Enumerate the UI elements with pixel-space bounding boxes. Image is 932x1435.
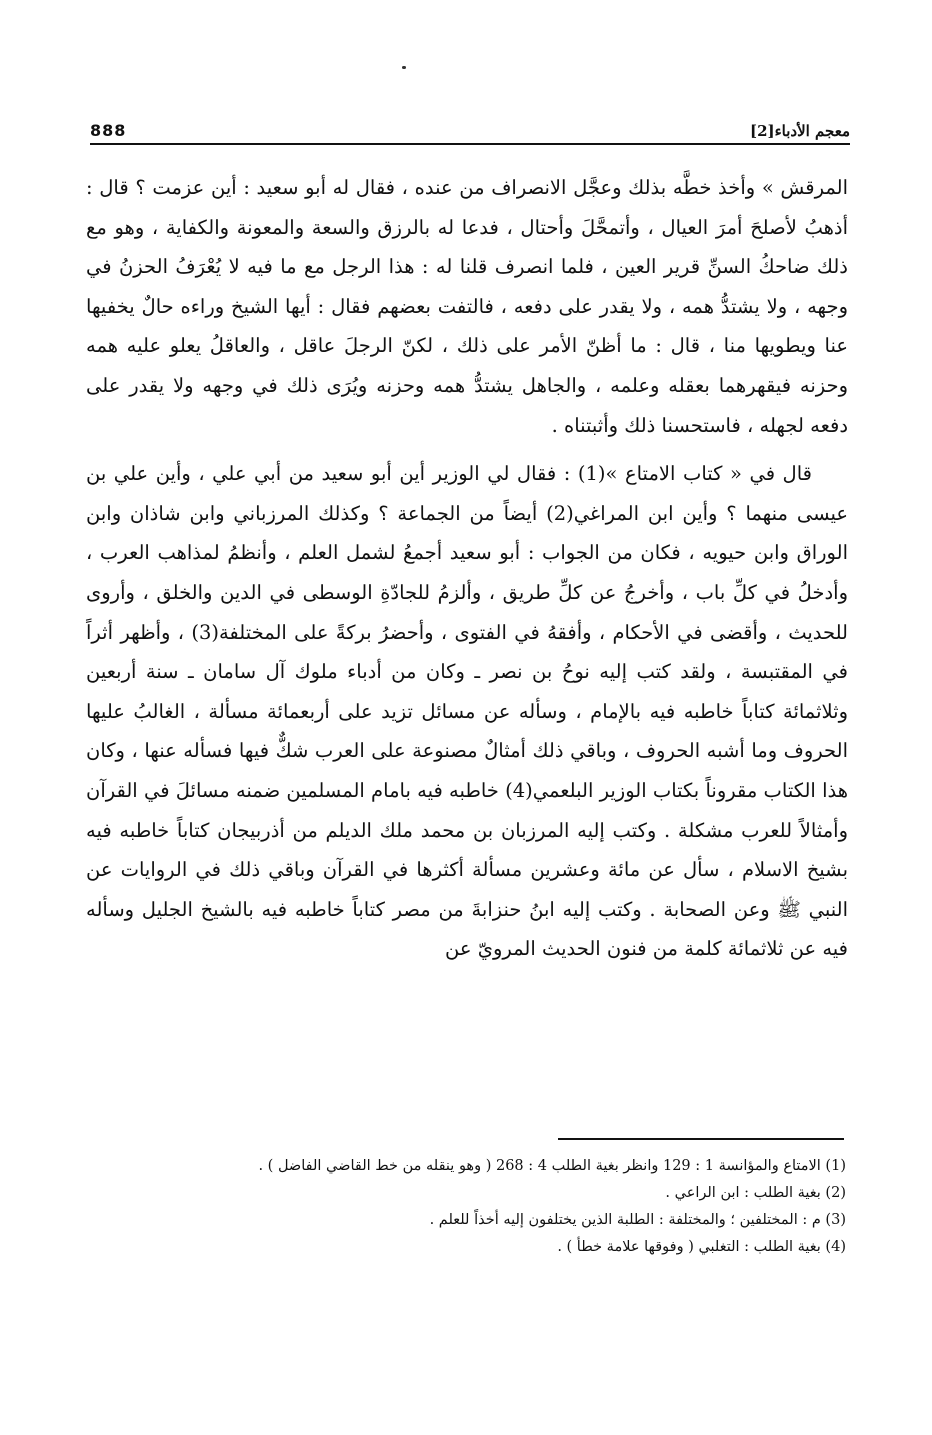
- scan-speck: [402, 66, 406, 69]
- running-head: معجم الأدباء[2]: [749, 122, 850, 140]
- footnote-separator: [558, 1138, 844, 1140]
- main-text: [86, 168, 848, 969]
- paragraph: قال في « كتاب الامتاع »(1) : فقال لي الوزير أين أبو سعيد من أبي علي ، وأين علي بن عيسى منهما ؟ وأين ابن المراغي(2) أيضاً من الجماعة ؟ وكذلك المرزباني وابن شاذان وابن الوراق وابن حيويه ، فكان من الجواب : أبو سعيد أجمعُ لشمل العلم ، وأنظمُ لمذاهب العرب ، وأدخلُ في كلِّ باب ، وأخرجُ عن كلِّ طريق ، وألزمُ للجادّةِ الوسطى في الدين والخلق ، وأروى للحديث ، وأقضى في الأحكام ، وأفقهُ في الفتوى ، وأحضرُ بركةً على المختلفة(3) ، وأظهر أثراً في المقتبسة ، ولقد كتب إليه نوحُ بن نصر ـ وكان من أدباء ملوك آل سامان ـ سنة أربعين وثلاثمائة كتاباً خاطبه فيه بالإمام ، وسأله عن مسائل تزيد على أربعمائة مسألة ، الغالبُ عليها الحروف وما أشبه الحروف ، وباقي ذلك أمثالٌ مصنوعة على العرب شكٌّ فيها فسأله عنها ، وكان هذا الكتاب مقروناً بكتاب الوزير البلعمي(4) خاطبه فيه بامام المسلمين ضمنه مسائلَ في القرآن وأمثالاً للعرب مشكلة . وكتب إليه المرزبان بن محمد ملك الديلم من أذربيجان كتاباً خاطبه فيه بشيخ الاسلام ، سأل عن مائة وعشرين مسألة أكثرها في القرآن وباقي ذلك في الروايات عن النبي ﷺ وعن الصحابة . وكتب إليه ابنُ حنزابةَ من مصر كتاباً خاطبه فيه بالشيخ الجليل وسأله فيه عن ثلاثمائة كلمة من فنون الحديث المرويّ عن: [86, 462, 849, 961]
- footnotes: [120, 1153, 846, 1261]
- page-number: 888: [90, 121, 127, 140]
- footnote-4: (4) بغية الطلب : التغلبي ( وفوقها علامة خطأ ) .: [557, 1239, 846, 1255]
- footnote-3: (3) م : المختلفين ؛ والمختلفة : الطلبة الذين يختلفون إليه أخذاً للعلم .: [429, 1212, 846, 1228]
- paragraph: المرقش » وأخذ خطَّه بذلك وعجَّل الانصراف من عنده ، فقال له أبو سعيد : أين عزمت ؟ قال : أذهبُ لأصلحَ أمرَ العيال ، وأتمحَّلَ وأحتال ، فدعا له بالرزق والسعة والمعونة والكفاية ، وهو مع ذلك ضاحكُ السنِّ قرير العين ، فلما انصرف قلنا له : هذا الرجل مع ما فيه لا يُعْرَفُ الحزنُ في وجهه ، ولا يشتدُّ همه ، ولا يقدر على دفعه ، فالتفت بعضهم فقال : أيها الشيخ وراءه حالٌ يخفيها عنا ويطويها منا ، قال : ما أظنّ الأمر على ذلك ، لكنّ الرجلَ عاقل ، والعاقلُ يعلو عليه همه وحزنه فيقهرهما بعقله وعلمه ، والجاهل يشتدُّ همه وحزنه ويُرَى ذلك في وجهه ولا يقدر على دفعه لجهله ، فاستحسنا ذلك وأثبتناه .: [86, 176, 848, 437]
- header-rule: [90, 143, 850, 145]
- footnote-1: (1) الامتاع والمؤانسة 1 : 129 وانظر بغية الطلب 4 : 268 ( وهو ينقله من خط القاضي الفاضل ) .: [258, 1158, 846, 1174]
- page-header: [90, 104, 850, 140]
- footnote-2: (2) بغية الطلب : ابن الراعي .: [665, 1185, 846, 1201]
